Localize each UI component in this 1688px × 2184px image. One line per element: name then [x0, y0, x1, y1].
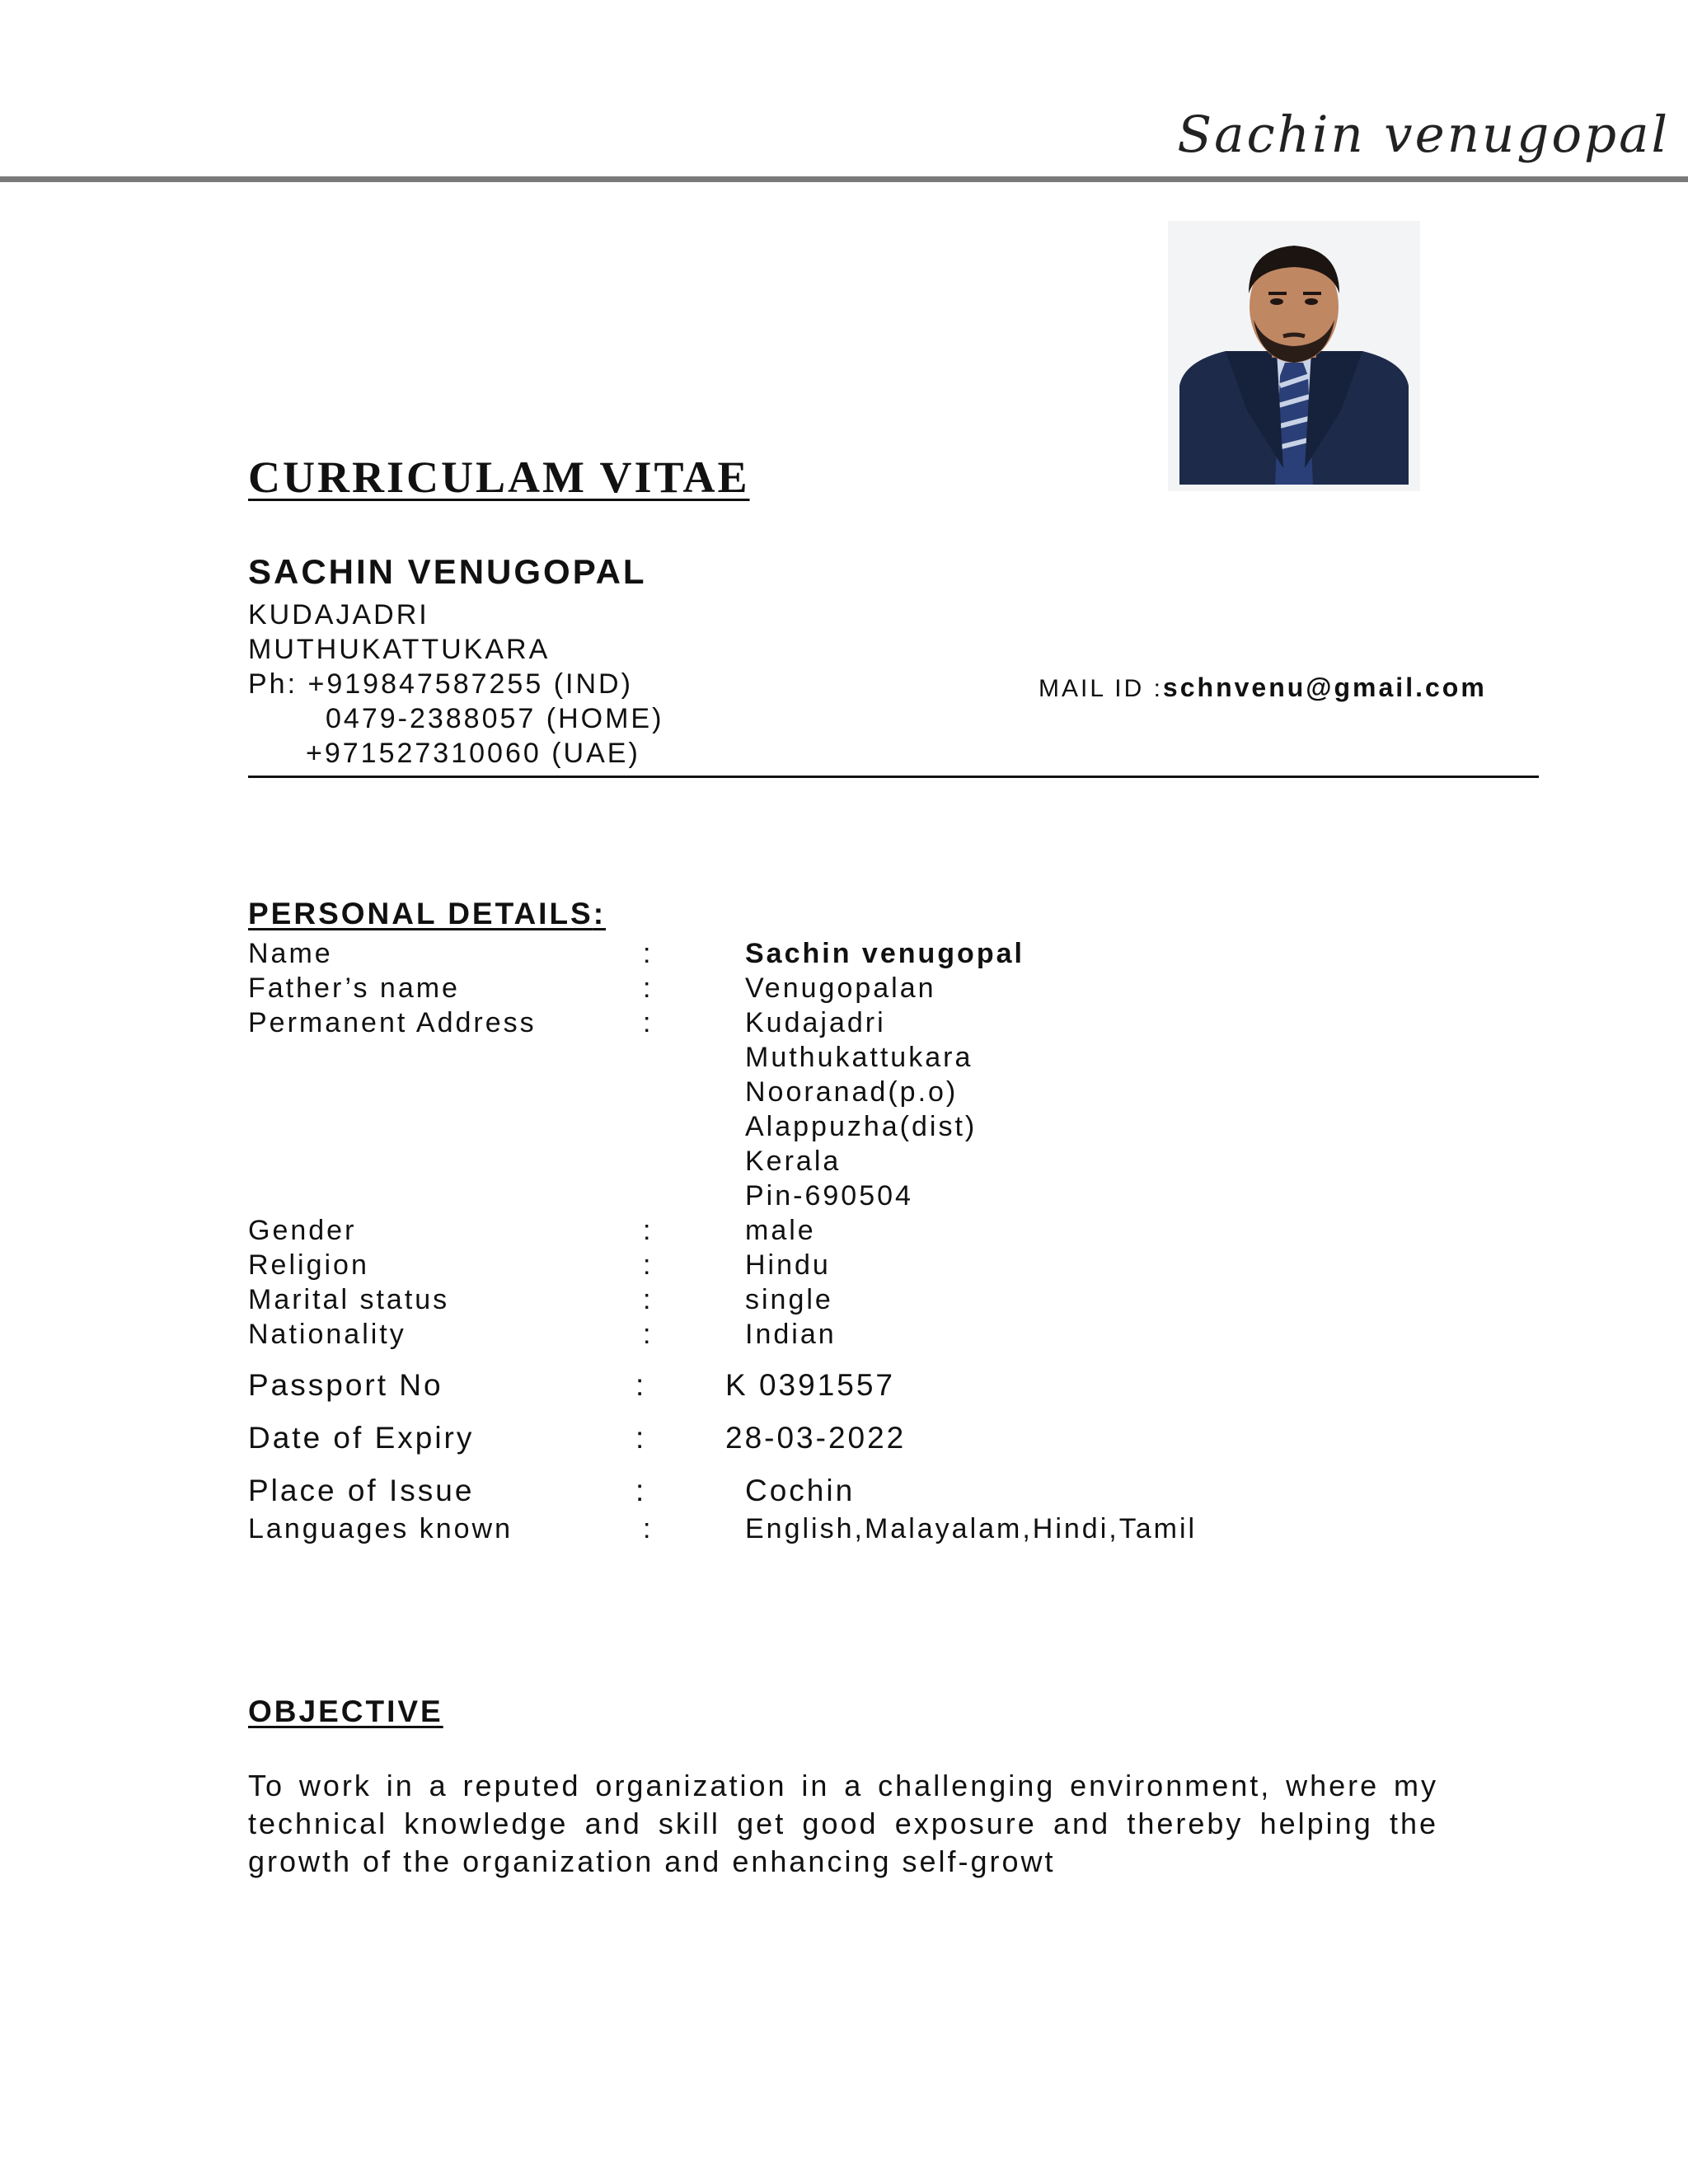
detail-label: Father’s name — [248, 972, 460, 1004]
address-value-line: Pin-690504 — [745, 1180, 913, 1212]
detail-label: Passport No — [248, 1368, 443, 1402]
document-title: CURRICULAM VITAE — [248, 452, 750, 502]
detail-value: Indian — [745, 1319, 837, 1350]
detail-label: Permanent Address — [248, 1007, 537, 1038]
address-line-2: MUTHUKATTUKARA — [248, 634, 551, 665]
detail-value: male — [745, 1215, 816, 1246]
detail-separator: : — [643, 1319, 654, 1350]
detail-separator: : — [643, 1007, 654, 1038]
profile-photo — [1168, 221, 1420, 491]
header-name: Sachin venugopal — [1177, 105, 1670, 164]
detail-label: Nationality — [248, 1319, 406, 1350]
mail-line — [1039, 670, 1487, 706]
detail-row-religion — [248, 1248, 1567, 1282]
personal-details-heading — [248, 897, 606, 931]
candidate-name: SACHIN VENUGOPAL — [248, 552, 647, 591]
contact-divider — [248, 776, 1539, 778]
detail-separator: : — [643, 1513, 654, 1544]
detail-row-name — [248, 936, 1567, 971]
detail-separator: : — [643, 1215, 654, 1246]
detail-value: Venugopalan — [745, 972, 936, 1004]
detail-value: K 0391557 — [725, 1368, 896, 1402]
detail-label: Place of Issue — [248, 1474, 475, 1507]
detail-separator: : — [635, 1368, 647, 1402]
detail-separator: : — [643, 972, 654, 1004]
detail-row-gender — [248, 1213, 1567, 1248]
address-line-1: KUDAJADRI — [248, 599, 429, 630]
mail-label: MAIL ID : — [1039, 675, 1163, 702]
detail-value: single — [745, 1284, 833, 1315]
objective-heading: OBJECTIVE — [248, 1694, 443, 1728]
detail-label: Marital status — [248, 1284, 450, 1315]
detail-value: Sachin venugopal — [745, 938, 1025, 969]
detail-row-issue — [248, 1473, 1567, 1507]
phone-home: 0479-2388057 (HOME) — [326, 703, 664, 734]
phone-ind: +919847587255 (IND) — [307, 668, 633, 700]
header-divider — [0, 176, 1688, 182]
phone-uae: +971527310060 (UAE) — [306, 738, 640, 769]
detail-row-marital — [248, 1282, 1567, 1317]
detail-value: 28-03-2022 — [725, 1421, 907, 1455]
detail-value: English,Malayalam,Hindi,Tamil — [745, 1513, 1198, 1544]
detail-separator: : — [635, 1421, 647, 1455]
detail-row-nationality — [248, 1317, 1567, 1352]
phone-line-1 — [248, 667, 633, 701]
personal-details-heading-text: PERSONAL DETAILS — [248, 897, 593, 930]
detail-value: Hindu — [745, 1249, 831, 1281]
address-value-line: Nooranad(p.o) — [745, 1076, 959, 1108]
detail-row-languages — [248, 1511, 1567, 1546]
detail-row-address — [248, 1005, 1567, 1040]
personal-details-heading-colon: : — [593, 897, 607, 930]
address-value-line: Muthukattukara — [745, 1042, 973, 1073]
detail-separator: : — [643, 938, 654, 969]
detail-separator: : — [643, 1284, 654, 1315]
address-value-line: Alappuzha(dist) — [745, 1111, 978, 1142]
detail-separator: : — [643, 1249, 654, 1281]
mail-address[interactable]: schnvenu@gmail.com — [1162, 673, 1487, 702]
detail-label: Gender — [248, 1215, 357, 1246]
detail-row-passport — [248, 1367, 1567, 1402]
address-value-line: Kerala — [745, 1146, 842, 1177]
detail-label: Languages known — [248, 1513, 513, 1544]
detail-row-expiry — [248, 1420, 1567, 1455]
detail-row-father — [248, 971, 1567, 1005]
detail-separator: : — [635, 1474, 647, 1507]
phone-label: Ph: — [248, 668, 308, 700]
detail-label: Religion — [248, 1249, 369, 1281]
detail-label: Name — [248, 938, 333, 969]
detail-label: Date of Expiry — [248, 1421, 475, 1455]
address-value-line: Kudajadri — [745, 1007, 886, 1038]
detail-value: Cochin — [745, 1474, 856, 1507]
objective-text: To work in a reputed organization in a challenging environment, where my technical knowledge and skill get good exposure and thereby helping the growth of the organization and enhancing self-growt — [248, 1769, 1438, 1878]
